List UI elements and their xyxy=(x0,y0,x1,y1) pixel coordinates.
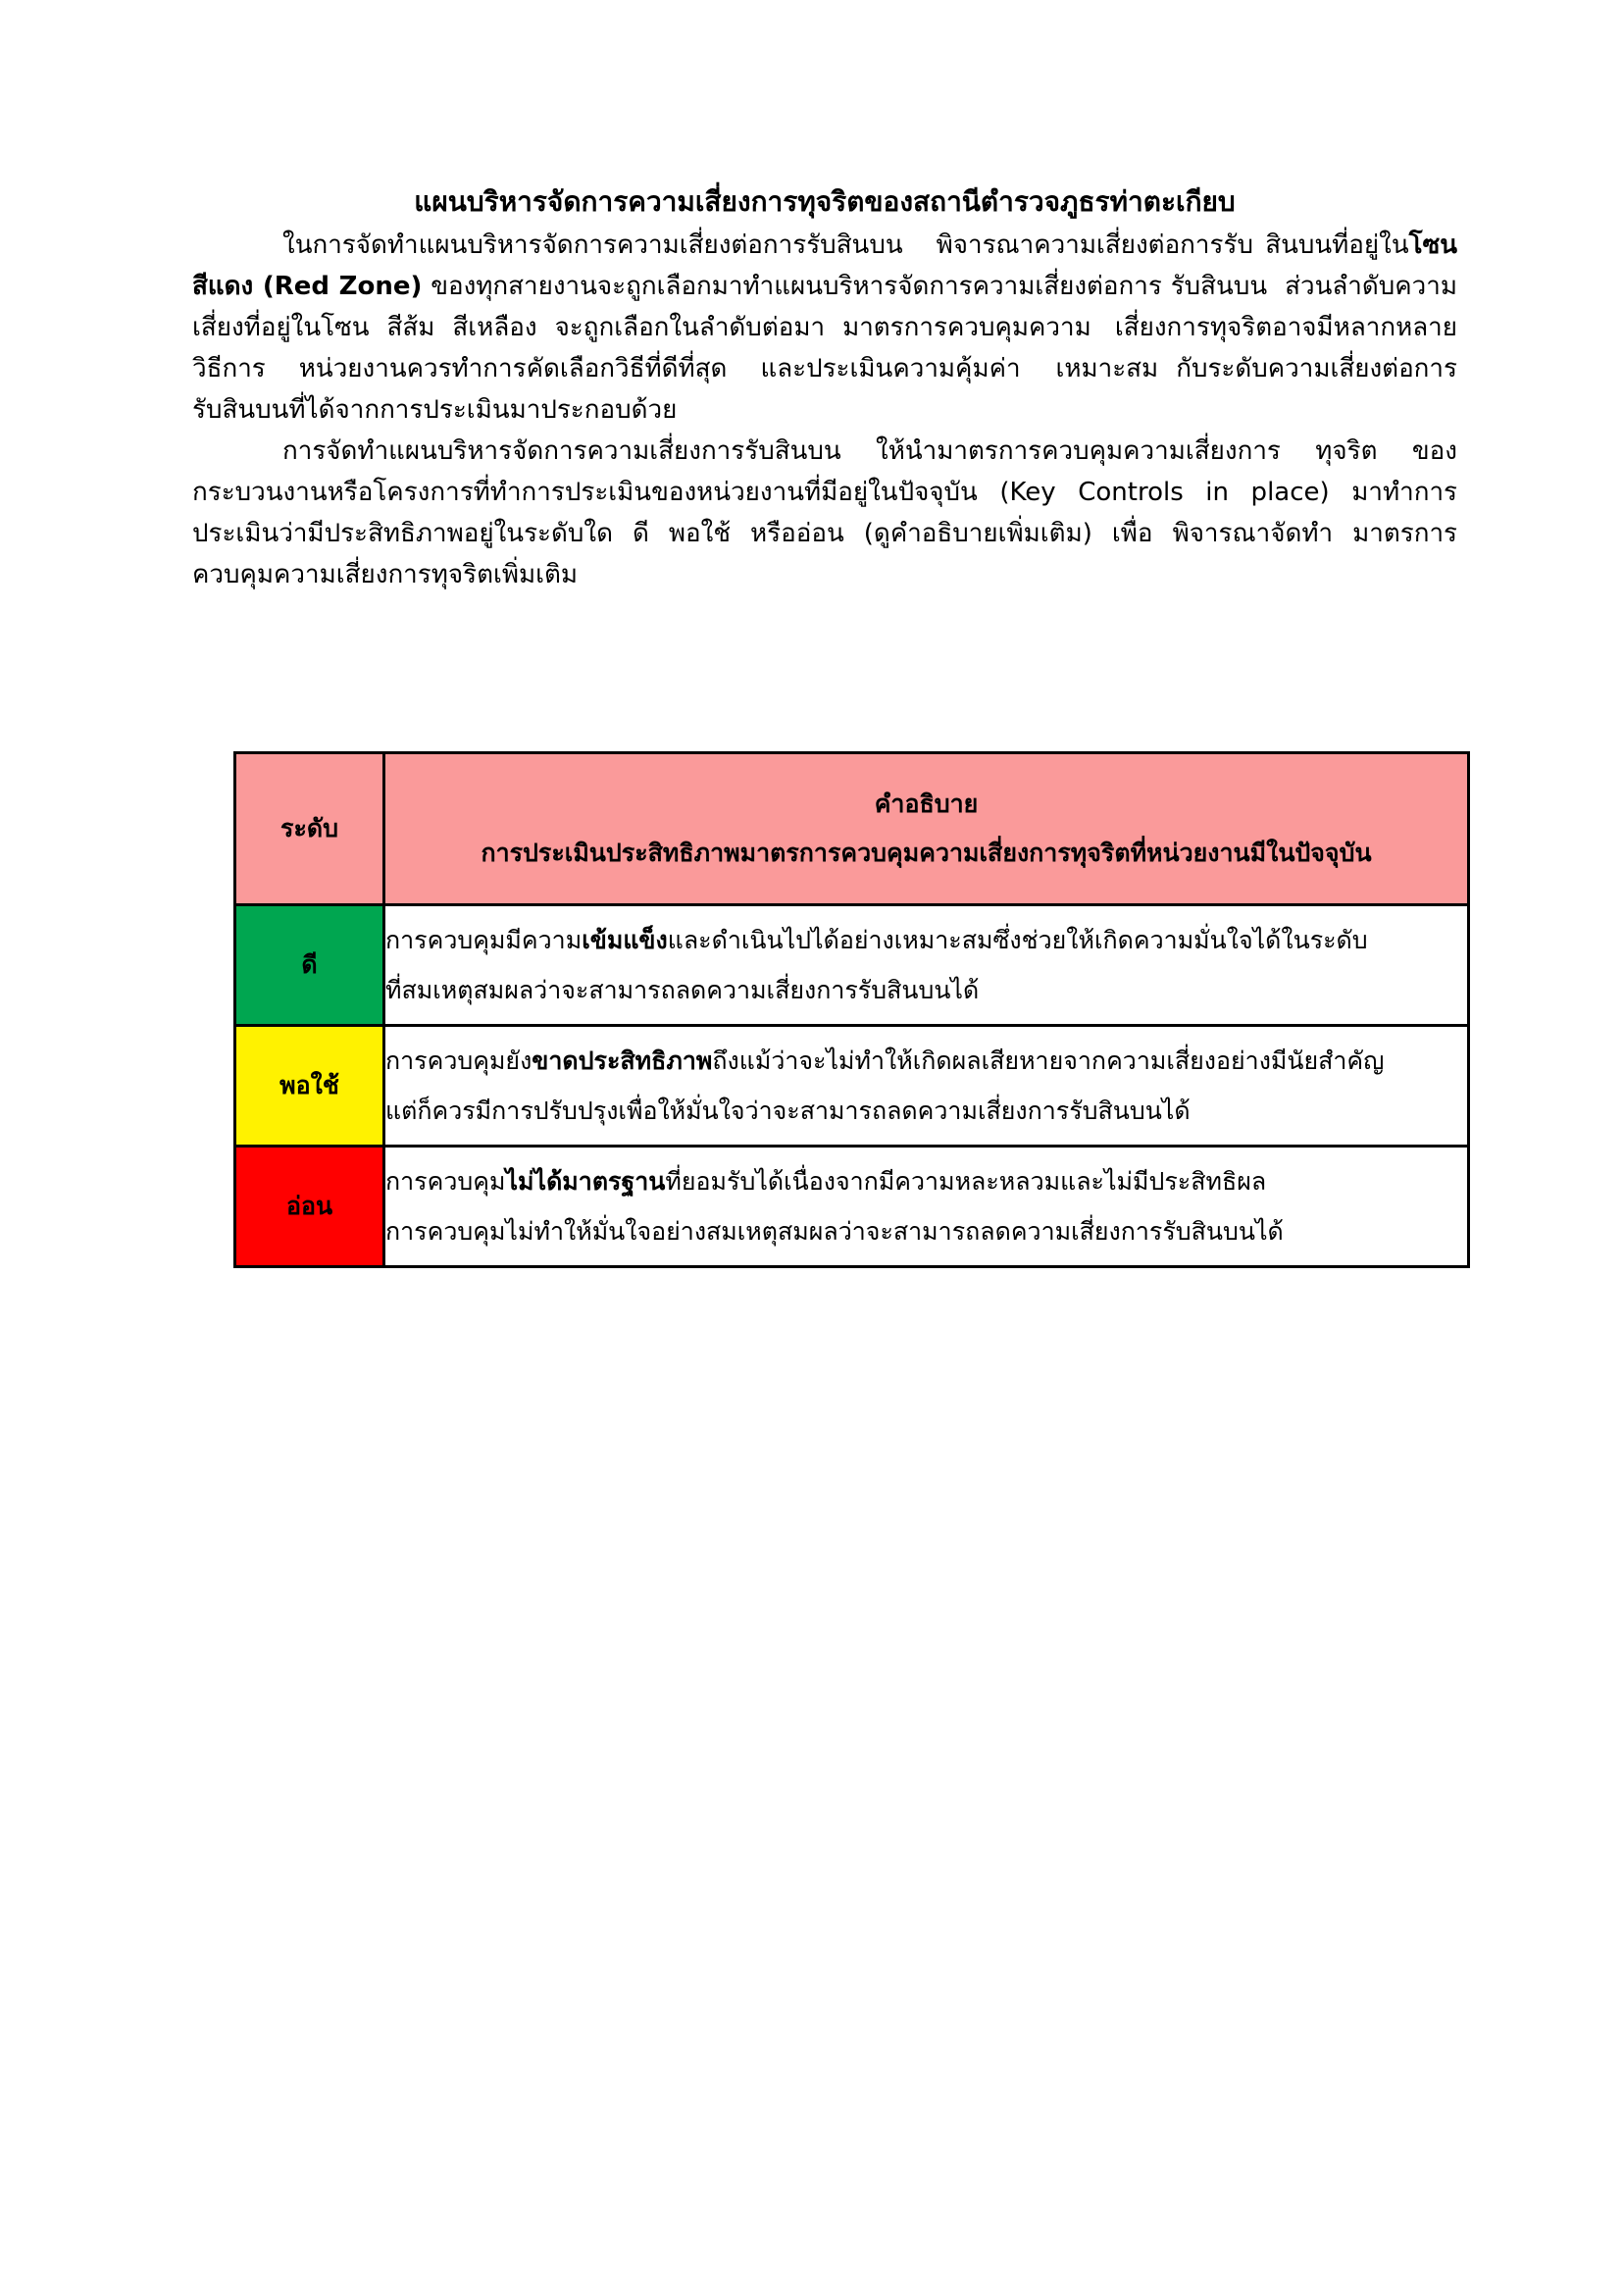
header-desc-line-1: คำอธิบาย xyxy=(874,790,979,818)
desc-text-b: และดำเนินไปได้อย่างเหมาะสมซึ่งช่วยให้เกิดความมั่นใจได้ในระดับ xyxy=(667,925,1368,954)
p2-key-controls: (Key Controls in place) xyxy=(999,478,1330,508)
description-cell-weak xyxy=(384,1147,1469,1267)
p1-line3-a: รับสินบน xyxy=(1170,271,1268,301)
p1-line1-b: พิจารณาความเสี่ยงต่อการรับ xyxy=(936,230,1253,260)
p2-line3-b: พิจารณาจัดทำ xyxy=(1172,519,1334,549)
description-cell-fair xyxy=(384,1026,1469,1147)
p1-line3-d: สีเหลือง xyxy=(452,312,537,342)
header-desc-line-2: การประเมินประสิทธิภาพมาตรการควบคุมความเสี่ยงการทุจริตที่หน่วยงานมีในปัจจุบัน xyxy=(481,839,1372,867)
level-cell-good: ดี xyxy=(235,905,384,1026)
desc-line-1 xyxy=(385,1156,1467,1206)
p1-line5-a: เหมาะสม xyxy=(1055,353,1159,383)
paragraph-2 xyxy=(192,431,1457,595)
p1-line3-b: ส่วนลำดับความเสี่ยงที่อยู่ในโซน xyxy=(192,271,1457,342)
table-header-row xyxy=(235,753,1469,905)
desc-text-a: การควบคุมยัง xyxy=(385,1046,533,1075)
p1-line1-a: ในการจัดทำแผนบริหารจัดการความเสี่ยงต่อการรับสินบน xyxy=(282,230,903,260)
p1-line4-b: หน่วยงานควรทำการคัดเลือกวิธีที่ดีที่สุด xyxy=(298,353,728,383)
p2-line3-a: มาทำการประเมินว่ามีประสิทธิภาพอยู่ในระดับใด ดี พอใช้ หรืออ่อน (ดูคำอธิบายเพิ่มเติม) เพื่อ xyxy=(192,478,1458,549)
desc-text-a: การควบคุม xyxy=(385,1166,506,1196)
paragraph-1 xyxy=(192,225,1457,432)
p1-line2-a: สินบนที่อยู่ใน xyxy=(1265,230,1409,260)
control-effectiveness-table xyxy=(233,751,1470,1268)
p2-line1-b: ให้นำมาตรการควบคุมความเสี่ยงการ xyxy=(876,436,1281,467)
desc-line-2: การควบคุมไม่ทำให้มั่นใจอย่างสมเหตุสมผลว่าจะสามารถลดความเสี่ยงการรับสินบนได้ xyxy=(385,1217,1284,1246)
p2-line1-a: การจัดทำแผนบริหารจัดการความเสี่ยงการรับสินบน xyxy=(282,436,841,467)
level-cell-fair: พอใช้ xyxy=(235,1026,384,1147)
table-row xyxy=(235,1147,1469,1267)
level-cell-weak: อ่อน xyxy=(235,1147,384,1267)
desc-text-bold: เข้มแข็ง xyxy=(582,925,668,954)
desc-line-2: ที่สมเหตุสมผลว่าจะสามารถลดความเสี่ยงการรับสินบนได้ xyxy=(385,976,980,1004)
desc-text-b: ถึงแม้ว่าจะไม่ทำให้เกิดผลเสียหายจากความเสี่ยงอย่างมีนัยสำคัญ xyxy=(712,1046,1385,1075)
p2-line2-a: ของกระบวนงานหรือโครงการที่ทำการประเมินของหน่วยงานที่มีอยู่ในปัจจุบัน xyxy=(192,436,1457,508)
p1-line3-e: จะถูกเลือกในลำดับต่อมา xyxy=(554,312,826,342)
header-cell-description xyxy=(384,753,1469,905)
desc-text-a: การควบคุมมีความ xyxy=(385,925,583,954)
desc-line-2: แต่ก็ควรมีการปรับปรุงเพื่อให้มั่นใจว่าจะสามารถลดความเสี่ยงการรับสินบนได้ xyxy=(385,1097,1191,1125)
p1-line4-c: และประเมินความคุ้มค่า xyxy=(760,353,1021,383)
p2-line1-c: ทุจริต xyxy=(1315,436,1378,467)
desc-text-b: ที่ยอมรับได้เนื่องจากมีความหละหลวมและไม่มีประสิทธิผล xyxy=(665,1166,1267,1196)
desc-text-bold: ไม่ได้มาตรฐาน xyxy=(505,1166,666,1196)
table-row xyxy=(235,905,1469,1026)
p1-line5-b: กับระดับความเสี่ยงต่อการรับสินบนที่ได้จากการประเมินมาประกอบด้วย xyxy=(192,353,1457,426)
p2-line4: มาตรการควบคุมความเสี่ยงการทุจริตเพิ่มเติม xyxy=(192,519,1458,590)
table-row xyxy=(235,1026,1469,1147)
p1-line4-a: เสี่ยงการทุจริตอาจมีหลากหลายวิธีการ xyxy=(192,312,1457,383)
desc-line-1 xyxy=(385,1036,1467,1086)
p1-line3-c: สีส้ม xyxy=(386,312,435,342)
header-cell-level: ระดับ xyxy=(235,753,384,905)
desc-line-1 xyxy=(385,915,1467,965)
description-cell-good xyxy=(384,905,1469,1026)
page-title: แผนบริหารจัดการความเสี่ยงการทุจริตของสถานีตำรวจภูธรท่าตะเกียบ xyxy=(414,185,1236,218)
p1-red-zone-bold: โซนสีแดง (Red Zone) xyxy=(192,230,1457,301)
document-body xyxy=(192,182,1457,596)
p1-line2-b: ของทุกสายงานจะถูกเลือกมาทำแผนบริหารจัดการความเสี่ยงต่อการ xyxy=(422,271,1162,301)
desc-text-bold: ขาดประสิทธิภาพ xyxy=(532,1046,713,1075)
p1-line3-f: มาตรการควบคุมความ xyxy=(842,312,1091,342)
